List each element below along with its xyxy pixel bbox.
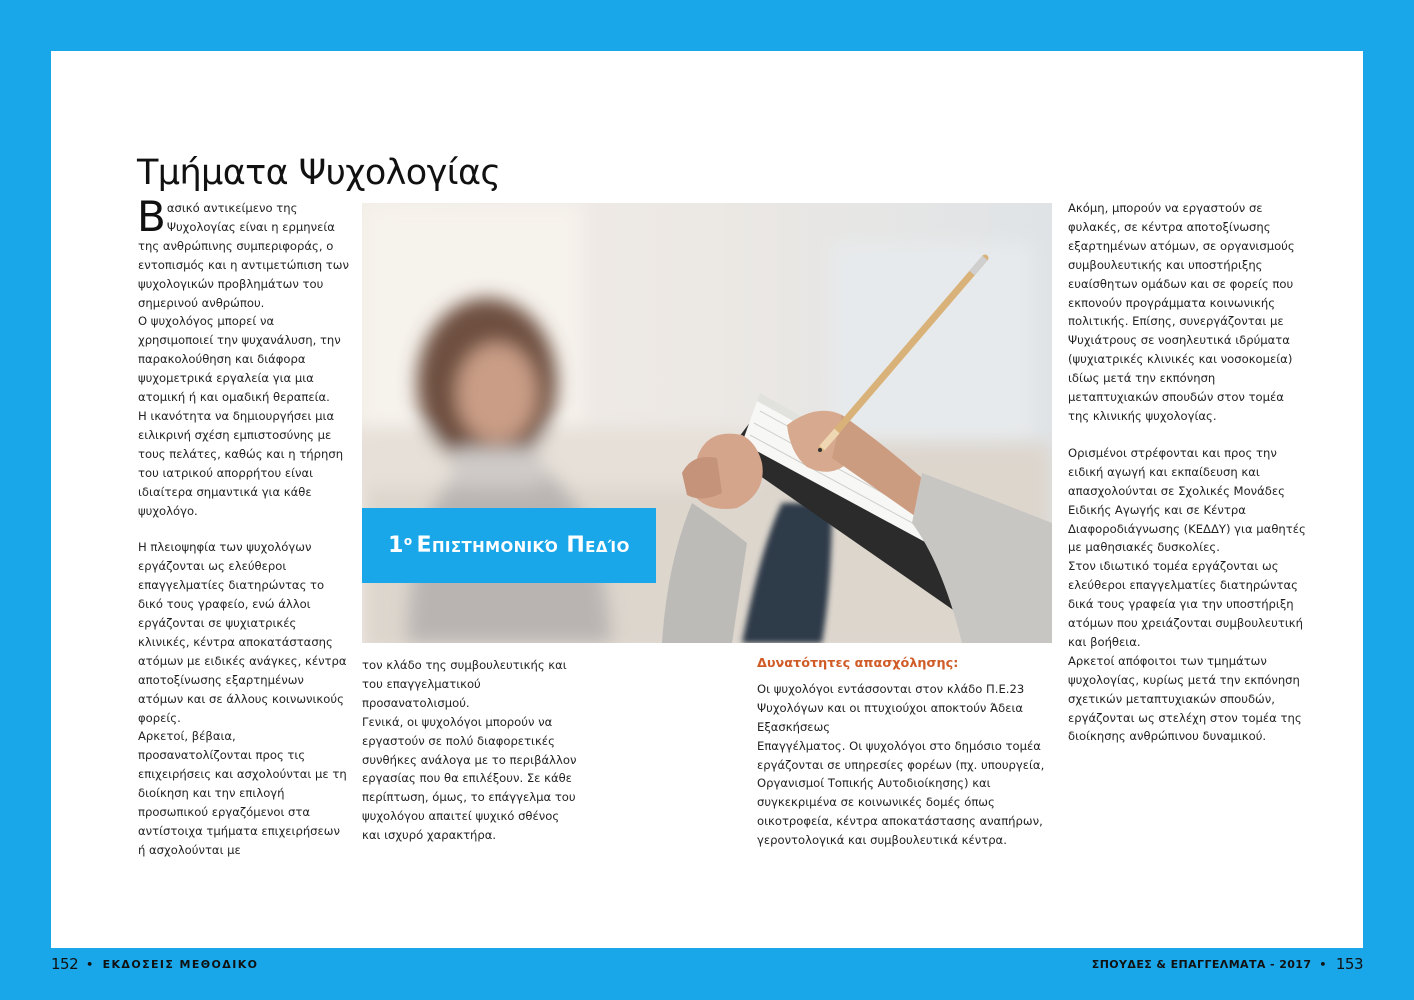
publication-title: ΣΠΟΥΔΕΣ & ΕΠΑΓΓΕΛΜΑΤΑ - 2017 xyxy=(1091,957,1312,971)
publisher-name: ΕΚΔΟΣΕΙΣ ΜΕΘΟΔΙΚΟ xyxy=(102,957,259,971)
magazine-spread xyxy=(51,51,1363,948)
banner-ordinal: ο xyxy=(403,533,413,548)
page-title: Τμήματα Ψυχολογίας xyxy=(137,153,501,193)
col4-paragraph-1: Ακόμη, μπορούν να εργαστούν σε φυλακές, σε κέντρα αποτοξίνωσης εξαρτημένων ατόμων, σε οργανισμούς συμβουλευτικής και υποστήριξης ευαίσθητων ομάδων και σε φορείς που εκπονούν προγράμματα κοινωνικής πολιτικής. Επίσης, συνεργάζονται με Ψυχιάτρους σε νοσηλευτικά ιδρύματα (ψυχιατρικές κλινικές και νοσοκομεία) ιδίως μετά την εκπόνηση μεταπτυχιακών σπουδών στον τομέα της κλινικής ψυχολογίας. xyxy=(1068,201,1295,423)
page-number-left: 152 xyxy=(51,955,79,973)
col3-paragraph: Οι ψυχολόγοι εντάσσονται στον κλάδο Π.Ε.23 Ψυχολόγων και οι πτυχιούχοι αποκτούν Άδεια Εξασκήσεως Επαγγέλματος. Οι ψυχολόγοι στο δημόσιο τομέα εργάζονται σε υπηρεσίες φορέων (πχ. υπουργεία, Οργανισμοί Τοπικής Αυτοδιοίκησης) και συγκεκριμένα σε κοινωνικές δομές όπως οικοτροφεία, κέντρα αποκατάστασης αναπήρων, γεροντολογικά και συμβουλευτικά κέντρα. xyxy=(757,681,1045,848)
section-heading: Δυνατότητες απασχόλησης: xyxy=(757,656,959,671)
footer-bullet-left: • xyxy=(86,957,95,971)
section-banner xyxy=(362,508,656,583)
banner-number: 1 xyxy=(388,533,404,558)
col1-paragraph-2: Η πλειοψηφία των ψυχολόγων εργάζονται ως ελεύθεροι επαγγελματίες διατηρώντας το δικό τους γραφείο, ενώ άλλοι εργάζονται σε ψυχιατρικές κλινικές, κέντρα αποκατάστασης ατόμων με ειδικές ανάγκες, κέντρα αποτοξίνωσης εξαρτημένων ατόμων και σε άλλους κοινωνικούς φορείς. Αρκετοί, βέβαια, προσανατολίζονται προς τις επιχειρήσεις και ασχολούνται με τη διοίκηση και την επιλογή προσωπικού εργαζόμενοι στα αντίστοιχα τμήματα επιχειρήσεων ή ασχολούνται με xyxy=(138,540,347,857)
page-number-right: 153 xyxy=(1335,955,1363,973)
col2-paragraph: τον κλάδο της συμβουλευτικής και του επαγγελματικού προσανατολισμού. Γενικά, οι ψυχολόγοι μπορούν να εργαστούν σε πολύ διαφορετικές συνθήκες ανάλογα με το περιβάλλον εργασίας που θα επιλέξουν. Σε κάθε περίπτωση, όμως, το επάγγελμα του ψυχολόγου απαιτεί ψυχικό σθένος και ισχυρό χαρακτήρα. xyxy=(362,658,577,843)
column-3 xyxy=(757,655,1057,850)
banner-label: Επιστημονικό Πεδίο xyxy=(416,533,630,558)
footer-right xyxy=(1092,955,1363,973)
footer-left xyxy=(51,955,258,973)
column-2 xyxy=(362,656,577,845)
footer-bullet-right: • xyxy=(1319,957,1328,971)
drop-cap: Β xyxy=(137,192,166,241)
column-1 xyxy=(137,192,350,860)
col4-paragraph-2: Ορισμένοι στρέφονται και προς την ειδική αγωγή και εκπαίδευση και απασχολούνται σε Σχολικές Μονάδες Ειδικής Αγωγής και σε Κέντρα Διαφοροδιάγνωσης (ΚΕΔΔΥ) για μαθητές με μαθησιακές δυσκολίες. Στον ιδιωτικό τομέα εργάζονται ως ελεύθεροι επαγγελματίες διατηρώντας δικά τους γραφεία για την υποστήριξη ατόμων που χρειάζονται συμβουλευτική και βοήθεια. Αρκετοί απόφοιτοι των τμημάτων ψυχολογίας, κυρίως μετά την εκπόνηση σχετικών μεταπτυχιακών σπουδών, εργάζονται ως στελέχη στον τομέα της διοίκησης ανθρώπινου δυναμικού. xyxy=(1068,445,1306,744)
column-4 xyxy=(1068,199,1308,746)
col1-paragraph-1: ασικό αντικείμενο της Ψυχολογίας είναι η ερμηνεία της ανθρώπινης συμπεριφοράς, ο εντοπισμός και η αντιμετώπιση των ψυχολογικών προβλημάτων του σημερινού ανθρώπου. Ο ψυχολόγος μπορεί να χρησιμοποιεί την ψυχανάλυση, την παρακολούθηση και διάφορα ψυχομετρικά εργαλεία για μια ατομική ή και ομαδική θεραπεία. Η ικανότητα να δημιουργήσει μια ειλικρινή σχέση εμπιστοσύνης με τους πελάτες, καθώς και η τήρηση του ιατρικού απορρήτου είναι ιδιαίτερα σημαντικά για κάθε ψυχολόγο. xyxy=(138,201,349,518)
